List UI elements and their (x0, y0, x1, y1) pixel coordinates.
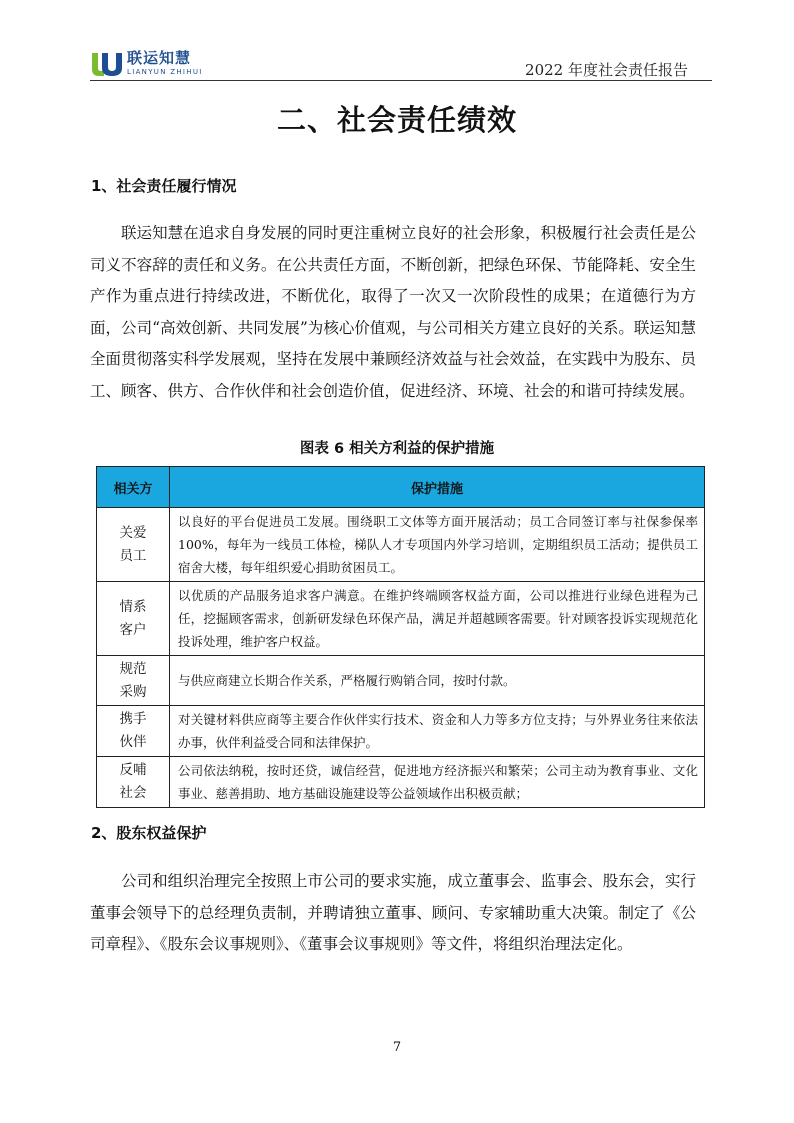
table-header-row (97, 467, 705, 508)
logo-subtitle: LIANYUN ZHIHUI (127, 67, 203, 76)
chapter-title: 二、社会责任绩效 (276, 103, 517, 137)
party-cell (97, 656, 170, 706)
table-row (97, 582, 705, 656)
party-line: 关爱 (119, 524, 147, 541)
party-cell (97, 706, 170, 757)
page-header (90, 48, 712, 81)
header-party: 相关方 (97, 467, 170, 508)
logo-mark-icon (90, 50, 124, 76)
logo-name: 联运知慧 (127, 48, 192, 67)
party-line: 社会 (119, 785, 147, 801)
measures-cell: 以优质的产品服务追求客户满意。在维护终端顾客权益方面，公司以推进行业绿色进程为己任，挖掘顾客需求，创新研发绿色环保产品，满足并超越顾客需要。针对顾客投诉实现规范化投诉处理，维护客户权益。 (170, 582, 705, 656)
report-title: 2022 年度社会责任报告 (525, 61, 688, 79)
party-line: 携手 (119, 711, 147, 727)
measures-cell: 对关键材料供应商等主要合作伙伴实行技术、资金和人力等多方位支持；与外界业务往来依法办事，伙伴利益受合同和法律保护。 (170, 706, 705, 757)
table-row (97, 706, 705, 757)
stakeholder-protection-table (96, 466, 705, 808)
page-number: 7 (392, 1040, 402, 1055)
party-line: 规范 (119, 660, 147, 677)
company-logo (90, 48, 203, 78)
party-cell (97, 757, 170, 808)
section-1-title: 1、社会责任履行情况 (91, 177, 237, 195)
measures-cell: 与供应商建立长期合作关系，严格履行购销合同，按时付款。 (170, 656, 705, 706)
measures-cell: 公司依法纳税，按时还贷，诚信经营，促进地方经济振兴和繁荣；公司主动为教育事业、文化事业、慈善捐助、地方基础设施建设等公益领域作出积极贡献； (170, 757, 705, 808)
table-caption: 图表 6 相关方利益的保护措施 (299, 441, 495, 457)
party-cell (97, 582, 170, 656)
section-2-paragraph: 公司和组织治理完全按照上市公司的要求实施，成立董事会、监事会、股东会，实行董事会领导下的总经理负责制，并聘请独立董事、顾问、专家辅助重大决策。制定了《公司章程》、《股东会议事规则》、《董事会议事规则》等文件，将组织治理法定化。 (90, 872, 696, 953)
section-2-title: 2、股东权益保护 (91, 824, 207, 842)
party-line: 反哺 (119, 762, 147, 778)
party-line: 员工 (119, 547, 147, 564)
party-line: 客户 (119, 621, 147, 638)
measures-cell: 以良好的平台促进员工发展。围绕职工文体等方面开展活动；员工合同签订率与社保参保率 100%，每年为一线员工体检，梯队人才专项国内外学习培训，定期组织员工活动；提供员工宿舍大楼，每年组织爱心捐助贫困员工。 (170, 508, 705, 582)
section-1-paragraph: 联运知慧在追求自身发展的同时更注重树立良好的社会形象，积极履行社会责任是公司义不容辞的责任和义务。在公共责任方面，不断创新，把绿色环保、节能降耗、安全生产作为重点进行持续改进，不断优化，取得了一次又一次阶段性的成果；在道德行为方面，公司“高效创新、共同发展”为核心价值观，与公司相关方建立良好的关系。联运知慧全面贯彻落实科学发展观，坚持在发展中兼顾经济效益与社会效益，在实践中为股东、员工、顾客、供方、合作伙伴和社会创造价值，促进经济、环境、社会的和谐可持续发展。 (90, 224, 696, 400)
party-line: 采购 (119, 683, 147, 700)
table-row (97, 757, 705, 808)
party-cell (97, 508, 170, 582)
party-line: 情系 (119, 598, 147, 615)
party-line: 伙伴 (119, 734, 147, 750)
table-row (97, 656, 705, 706)
header-measures: 保护措施 (170, 467, 705, 508)
table-row (97, 508, 705, 582)
